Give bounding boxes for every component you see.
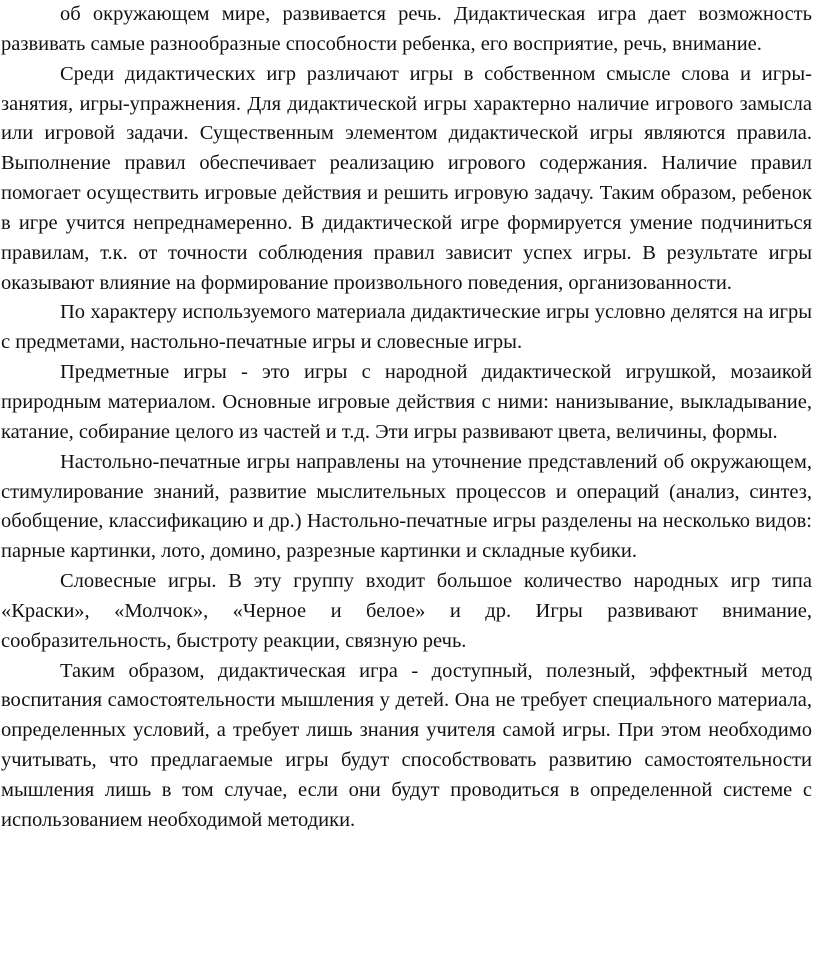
paragraph-6: Словесные игры. В эту группу входит большое количество народных игр типа «Краски», «Молчок», «Черное и белое» и др. Игры развивают внимание, сообразительность, быстроту реакции, связную речь.	[1, 570, 812, 652]
paragraph-5: Настольно-печатные игры направлены на уточнение представлений об окружающем, стимулирование знаний, развитие мыслительных процессов и операций (анализ, синтез, обобщение, классификацию и др.) Настольно-печатные игры разделены на несколько видов: парные картинки, лото, домино, разрезные картинки и складные кубики.	[1, 450, 812, 563]
paragraph-7: Таким образом, дидактическая игра - доступный, полезный, эффектный метод воспитания самостоятельности мышления у детей. Она не требует специального материала, определенных условий, а требует лишь знания учителя самой игры. При этом необходимо учитывать, что предлагаемые игры будут способствовать развитию самостоятельности мышления лишь в том случае, если они будут проводиться в определенной системе с использованием необходимой методики.	[1, 659, 812, 831]
paragraph-2: Среди дидактических игр различают игры в собственном смысле слова и игры-занятия, игры-упражнения. Для дидактической игры характерно наличие игрового замысла или игровой задачи. Существенным элементом дидактической игры являются правила. Выполнение правил обеспечивает реализацию игрового содержания. Наличие правил помогает осуществить игровые действия и решить игровую задачу. Таким образом, ребенок в игре учится непреднамеренно. В дидактической игре формируется умение подчиниться правилам, т.к. от точности соблюдения правил зависит успех игры. В результате игры оказывают влияние на формирование произвольного поведения, организованности.	[1, 62, 812, 294]
paragraph-3: По характеру используемого материала дидактические игры условно делятся на игры с предметами, настольно-печатные игры и словесные игры.	[1, 301, 812, 354]
paragraph-1: об окружающем мире, развивается речь. Дидактическая игра дает возможность развивать самые разнообразные способности ребенка, его восприятие, речь, внимание.	[1, 3, 812, 55]
paragraph-4: Предметные игры - это игры с народной дидактической игрушкой, мозаикой природным материалом. Основные игровые действия с ними: нанизывание, выкладывание, катание, собирание целого из частей и т.д. Эти игры развивают цвета, величины, формы.	[1, 361, 812, 443]
